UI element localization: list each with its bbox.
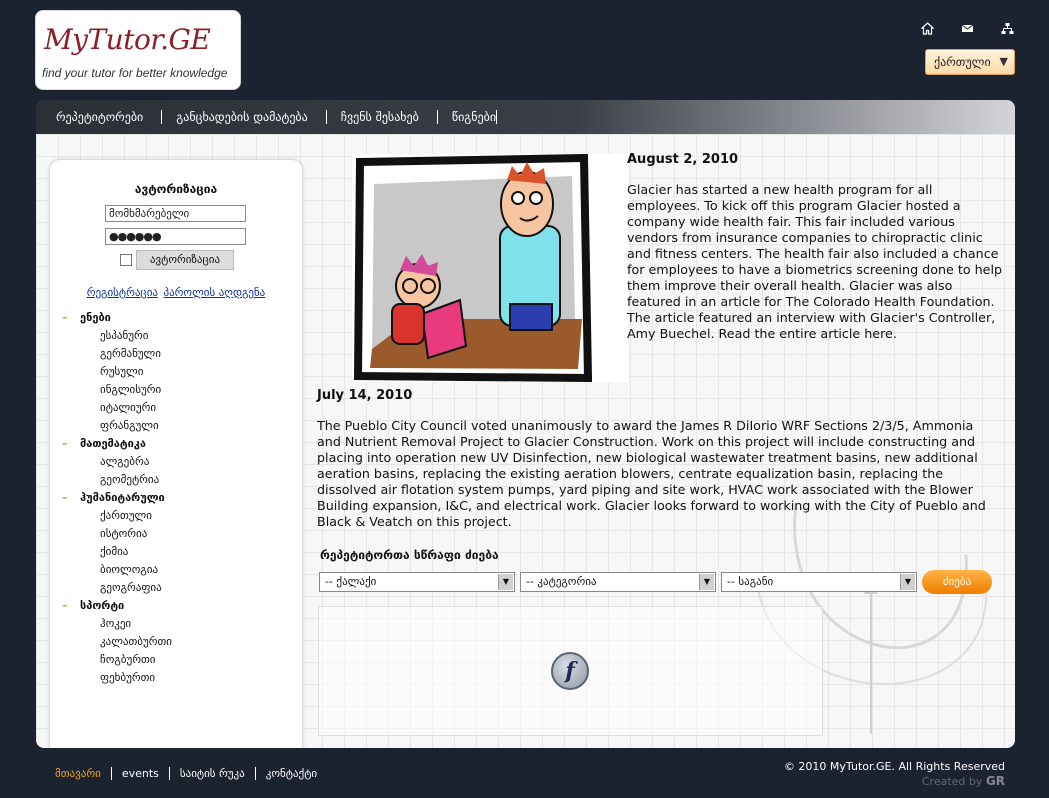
list-item[interactable]: ფრანგული — [100, 419, 159, 432]
footer-nav — [55, 767, 327, 780]
sidebar — [50, 160, 302, 748]
nav-item-tutors[interactable]: რეპეტიტორები — [56, 110, 162, 124]
list-item[interactable]: ჰოკეი — [100, 617, 132, 630]
login-button[interactable]: ავტორიზაცია — [136, 250, 234, 270]
category-list — [62, 309, 292, 687]
news-date: August 2, 2010 — [627, 152, 739, 167]
home-icon[interactable] — [920, 22, 934, 36]
mail-icon[interactable] — [960, 22, 974, 36]
list-item[interactable]: გეოგრაფია — [100, 581, 162, 594]
list-item[interactable]: იტალიური — [100, 401, 157, 414]
category-languages[interactable]: – ენები — [62, 309, 292, 327]
sitemap-icon[interactable] — [1000, 22, 1014, 36]
list-item[interactable]: რუსული — [100, 365, 144, 378]
remember-checkbox[interactable] — [120, 254, 132, 266]
list-item[interactable]: ფეხბურთი — [100, 671, 156, 684]
subject-select-value: -- საგანი — [727, 575, 774, 588]
category-humanities[interactable]: – ჰუმანიტარული — [62, 489, 292, 507]
nav-item-books[interactable]: წიგნები — [451, 110, 497, 124]
logo-title: MyTutor.GE — [44, 23, 211, 56]
footer-link-events[interactable]: events — [112, 767, 170, 780]
forgot-password-link[interactable]: პაროლის აღდგენა — [163, 286, 266, 299]
main-navbar — [36, 100, 1015, 134]
login-links — [50, 286, 302, 299]
language-select[interactable] — [925, 49, 1015, 75]
dropdown-arrow-icon: ▼ — [699, 574, 714, 590]
created-by — [860, 774, 1005, 788]
flash-placeholder — [318, 606, 823, 736]
category-select-value: -- კატეგორია — [526, 575, 597, 588]
search-button[interactable]: ძიება — [922, 570, 992, 594]
list-item[interactable]: ჩოგბურთი — [100, 653, 156, 666]
list-item[interactable]: გერმანული — [100, 347, 161, 360]
register-link[interactable]: რეგისტრაცია — [86, 286, 158, 299]
nav-item-about[interactable]: ჩვენს შესახებ — [341, 110, 438, 124]
list-item[interactable]: ბიოლოგია — [100, 563, 159, 576]
language-select-value: ქართული — [934, 55, 991, 69]
login-title: ავტორიზაცია — [134, 182, 218, 196]
category-sport[interactable]: – სპორტი — [62, 597, 292, 615]
quick-search-title: რეპეტიტორთა სწრაფი ძიება — [320, 548, 499, 562]
copyright-text: © 2010 MyTutor.GE. All Rights Reserved — [783, 760, 1005, 773]
created-by-brand[interactable]: GR — [985, 774, 1005, 788]
footer-link-contact[interactable]: კონტაქტი — [265, 767, 318, 780]
news-item — [627, 152, 1007, 342]
city-select-value: -- ქალაქი — [325, 575, 377, 588]
subject-select[interactable] — [721, 572, 917, 592]
news-date: July 14, 2010 — [317, 388, 413, 403]
news-text: Glacier has started a new health program for all employees. To kick off this program Glacier hosted a company wide health fair. This fair included various vendors from insurance companies to chiropractic clinic and fitness centers. The health fair also included a chance for employees to have a biometrics screening done to help them improve their overall health. Glacier was also featured in an article for The Colorado Health Foundation. The article featured an interview with Glacier's Controller, Amy Buechel. Read the entire article here. — [627, 182, 1003, 341]
city-select[interactable] — [319, 572, 515, 592]
list-item[interactable]: ინგლისური — [100, 383, 162, 396]
footer-link-sitemap[interactable]: საიტის რუკა — [170, 767, 256, 780]
category-select[interactable] — [520, 572, 716, 592]
created-by-label: Created by — [921, 775, 983, 788]
list-item[interactable]: ალგებრა — [100, 455, 150, 468]
list-item[interactable]: ქიმია — [100, 545, 129, 558]
top-icon-bar — [920, 22, 1014, 36]
news-item — [317, 388, 997, 530]
list-item[interactable]: ქართული — [100, 509, 152, 522]
logo-tagline: find your tutor for better knowledge — [42, 66, 228, 80]
flash-plugin-icon[interactable]: f — [551, 652, 589, 690]
list-item[interactable]: გეომეტრია — [100, 473, 160, 486]
dropdown-arrow-icon: ▼ — [999, 55, 1008, 68]
site-logo[interactable] — [35, 10, 241, 90]
news-text: The Pueblo City Council voted unanimously to award the James R DiIorio WRF Sections 2/3/5, Ammonia and Nutrient Removal Project to Glacier Construction. Work on this project will include constructing and placing into operation new UV Disinfection, new biological wastewater treatment basins, new additional aeration basins, replacing the existing aeration blowers, centrate equalization basin, replacing the dissolved air flotation system pumps, yard piping and site work, HVAC work associated with the Blower Building expansion, I&C, and electrical work. Glacier looks forward to working with the City of Pueblo and Black & Veatch on this project. — [317, 418, 986, 529]
list-item[interactable]: კალათბურთი — [100, 635, 172, 648]
main-content — [36, 134, 1015, 748]
tutor-illustration — [352, 154, 628, 382]
list-item[interactable]: ისტორია — [100, 527, 148, 540]
nav-item-add-listing[interactable]: განცხადების დამატება — [176, 110, 327, 124]
password-input[interactable]: ●●●●●● — [105, 228, 246, 245]
dropdown-arrow-icon: ▼ — [498, 574, 513, 590]
username-input[interactable]: მომხმარებელი — [105, 205, 246, 222]
list-item[interactable]: ესპანური — [100, 329, 149, 342]
category-math[interactable]: – მათემატიკა — [62, 435, 292, 453]
dropdown-arrow-icon: ▼ — [900, 574, 915, 590]
footer-link-home[interactable]: მთავარი — [55, 767, 112, 780]
